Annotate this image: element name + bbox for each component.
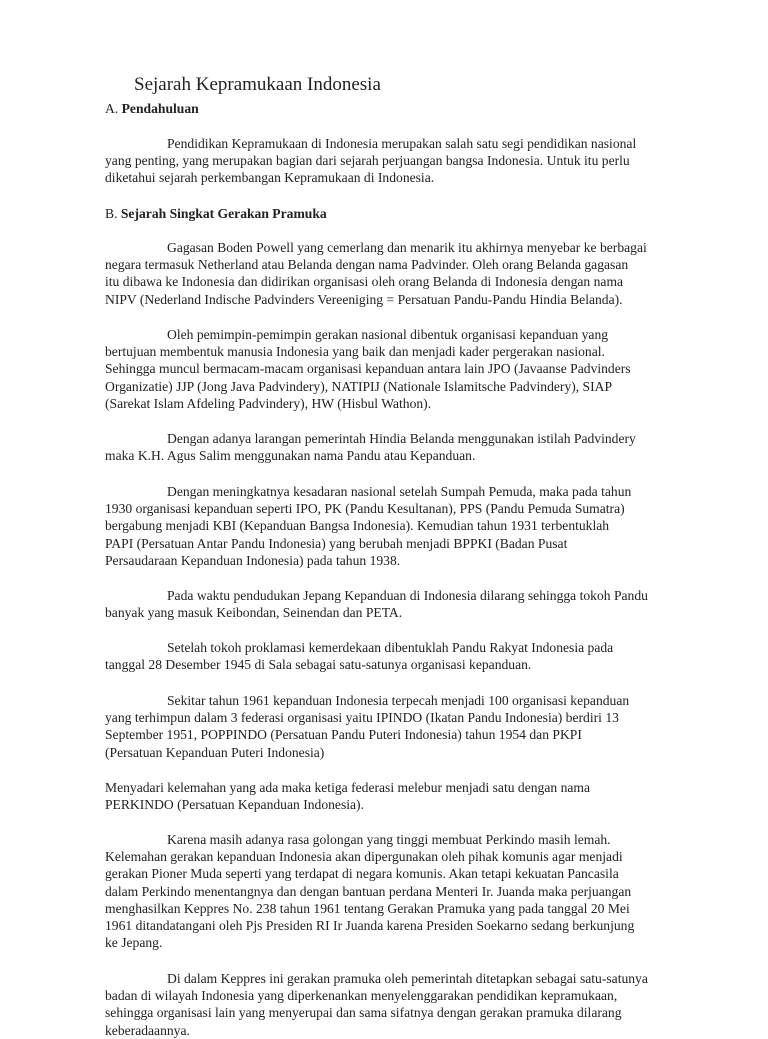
section-title: Sejarah Singkat Gerakan Pramuka — [120, 206, 327, 221]
text-line: NIPV (Nederland Indische Padvinders Vereeniging = Persatuan Pandu-Pandu Hindia Belanda). — [105, 291, 623, 307]
text-line: Dengan meningkatnya kesadaran nasional setelah Sumpah Pemuda, maka pada tahun — [167, 484, 632, 499]
paragraph — [105, 326, 709, 412]
text-line: Setelah tokoh proklamasi kemerdekaan dibentuklah Pandu Rakyat Indonesia pada — [167, 640, 614, 655]
text-line: yang penting, yang merupakan bagian dari sejarah perjuangan bangsa Indonesia. Untuk itu perlu — [105, 153, 630, 169]
text-line: Kelemahan gerakan kepanduan Indonesia akan dipergunakan oleh pihak komunis agar menjadi — [105, 849, 623, 865]
section-heading-a — [105, 100, 709, 117]
paragraph — [105, 779, 709, 813]
text-line: Di dalam Keppres ini gerakan pramuka oleh pemerintah ditetapkan sebagai satu-satunya — [167, 971, 648, 986]
text-line: (Persatuan Kepanduan Puteri Indonesia) — [105, 744, 325, 760]
paragraph — [105, 430, 709, 464]
page-title: Sejarah Kepramukaan Indonesia — [134, 74, 381, 95]
text-line: negara termasuk Netherland atau Belanda dengan nama Padvinder. Oleh orang Belanda gagasan — [105, 257, 629, 273]
text-line: September 1951, POPPINDO (Persatuan Pandu Puteri Indonesia) tahun 1954 dan PKPI — [105, 727, 582, 743]
paragraph — [105, 970, 709, 1039]
text-line: 1930 organisasi kepanduan seperti IPO, PK (Pandu Kesultanan), PPS (Pandu Pemuda Sumatra) — [105, 501, 625, 517]
text-line: tanggal 28 Desember 1945 di Sala sebagai satu-satunya organisasi kepanduan. — [105, 657, 532, 673]
paragraph — [105, 831, 709, 951]
text-line: diketahui sejarah perkembangan Kepramukaan di Indonesia. — [105, 170, 435, 186]
text-line: Menyadari kelemahan yang ada maka ketiga federasi melebur menjadi satu dengan nama — [105, 780, 591, 795]
text-line: sehingga organisasi lain yang menyerupai dan sama sifatnya dengan gerakan pramuka dilarang — [105, 1005, 622, 1021]
paragraph — [105, 239, 709, 308]
section-letter: A. — [105, 101, 119, 116]
paragraph — [105, 587, 709, 621]
section-heading-b — [105, 205, 709, 222]
text-line: Gagasan Boden Powell yang cemerlang dan menarik itu akhirnya menyebar ke berbagai — [167, 240, 647, 255]
text-line: PAPI (Persatuan Antar Pandu Indonesia) yang berubah menjadi BPPKI (Badan Pusat — [105, 535, 568, 551]
text-line: bergabung menjadi KBI (Kepanduan Bangsa Indonesia). Kemudian tahun 1931 terbentuklah — [105, 518, 610, 534]
text-line: Persaudaraan Kepanduan Indonesia) pada tahun 1938. — [105, 552, 401, 568]
paragraph — [105, 639, 709, 673]
text-line: Pada waktu pendudukan Jepang Kepanduan di Indonesia dilarang sehingga tokoh Pandu — [167, 588, 648, 603]
text-line: itu dibawa ke Indonesia dan didirikan organisasi oleh orang Belanda di Indonesia dengan nama — [105, 274, 624, 290]
text-line: PERKINDO (Persatuan Kepanduan Indonesia). — [105, 797, 364, 813]
text-line: Sehingga muncul bermacam-macam organisasi kepanduan antara lain JPO (Javaanse Padvinders — [105, 361, 631, 377]
section-letter: B. — [105, 206, 118, 221]
text-line: banyak yang masuk Keibondan, Seinendan dan PETA. — [105, 605, 403, 621]
text-line: bertujuan membentuk manusia Indonesia yang baik dan menjadi kader pergerakan nasional. — [105, 344, 605, 360]
paragraph — [105, 483, 709, 569]
text-line: maka K.H. Agus Salim menggunakan nama Pandu atau Kepanduan. — [105, 448, 476, 464]
paragraph — [105, 692, 709, 761]
text-line: Organizatie) JJP (Jong Java Padvindery), NATIPIJ (Nationale Islamitsche Padvindery), SIAP — [105, 378, 613, 394]
text-line: Sekitar tahun 1961 kepanduan Indonesia terpecah menjadi 100 organisasi kepanduan — [167, 693, 630, 708]
text-line: (Sarekat Islam Afdeling Padvindery), HW (Hisbul Wathon). — [105, 395, 432, 411]
paragraph — [105, 135, 709, 187]
text-line: keberadaannya. — [105, 1022, 190, 1038]
text-line: 1961 ditandatangani oleh Pjs Presiden RI Ir Juanda karena Presiden Soekarno sedang berkunjung — [105, 918, 635, 934]
section-title: Pendahuluan — [121, 101, 199, 116]
text-line: Karena masih adanya rasa golongan yang tinggi membuat Perkindo masih lemah. — [167, 832, 611, 847]
text-line: dalam Perkindo menentangnya dan dengan bantuan perdana Menteri Ir. Juanda maka perjuangan — [105, 883, 632, 899]
text-line: Dengan adanya larangan pemerintah Hindia Belanda menggunakan istilah Padvindery — [167, 431, 636, 446]
text-line: menghasilkan Keppres No. 238 tahun 1961 tentang Gerakan Pramuka yang pada tanggal 20 Mei — [105, 900, 630, 916]
text-line: gerakan Pioner Muda seperti yang terdapat di negara komunis. Akan tetapi kekuatan Pancasila — [105, 866, 619, 882]
text-line: badan di wilayah Indonesia yang diperkenankan menyelenggarakan pendidikan kepramukaan, — [105, 988, 618, 1004]
text-line: yang terhimpun dalam 3 federasi organisasi yaitu IPINDO (Ikatan Pandu Indonesia) berdiri 13 — [105, 710, 619, 726]
text-line: Oleh pemimpin-pemimpin gerakan nasional dibentuk organisasi kepanduan yang — [167, 327, 609, 342]
text-line: ke Jepang. — [105, 935, 163, 951]
text-line: Pendidikan Kepramukaan di Indonesia merupakan salah satu segi pendidikan nasional — [167, 136, 637, 151]
